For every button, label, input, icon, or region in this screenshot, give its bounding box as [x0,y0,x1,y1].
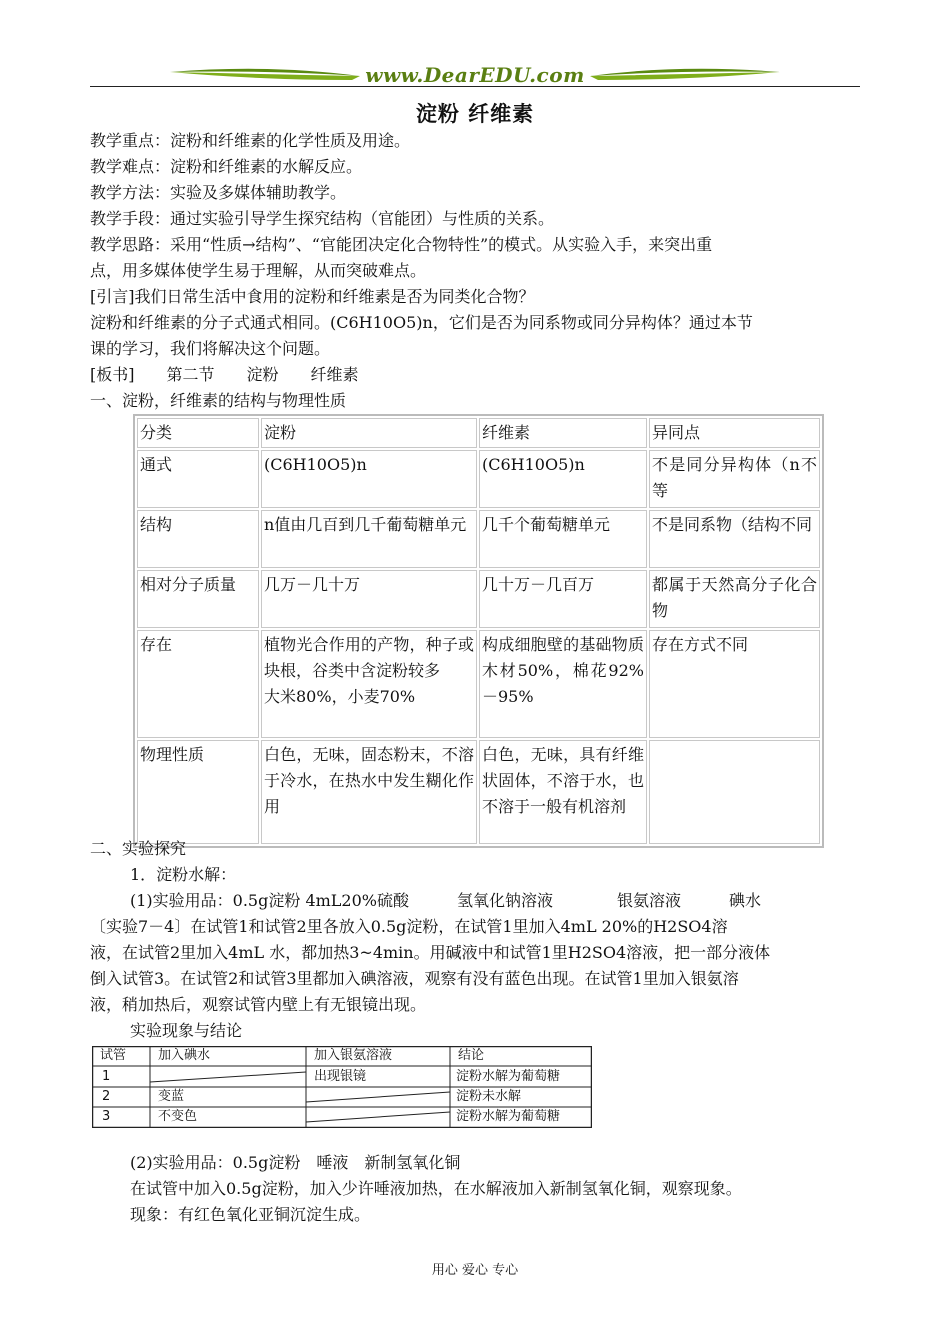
table-cell: 几千个葡萄糖单元 [479,510,647,568]
document-title: 淀粉 纤维素 [415,101,535,126]
result-header-cell: 试管 [100,1048,127,1063]
result-header-cell: 加入碘水 [158,1048,211,1063]
result-cell: 淀粉水解为葡萄糖 [456,1109,561,1124]
table-header-row [137,418,820,448]
table-cell: (C6H10O5)n [261,450,477,508]
section-heading: 一、淀粉，纤维素的结构与物理性质 [90,391,347,410]
table-header-cell: 异同点 [649,418,820,448]
result-cell: 出现银镜 [314,1069,367,1084]
result-cell: 淀粉水解为葡萄糖 [456,1069,561,1084]
experiment-line: 倒入试管3。在试管2和试管3里都加入碘溶液，观察有没有蓝色出现。在试管1里加入银氨溶 [90,969,739,988]
table-cell: 不是同分异构体（n不等 [649,450,820,508]
table-cell: n值由几百到几千葡萄糖单元 [261,510,477,568]
table-cell: 几十万－几百万 [479,570,647,628]
intro-line: 教学重点：淀粉和纤维素的化学性质及用途。 [90,131,411,150]
intro-line: 教学方法：实验及多媒体辅助教学。 [90,183,347,202]
table-cell: 结构 [137,510,259,568]
result-header-cell: 结论 [458,1048,485,1063]
table-cell: 植物光合作用的产物，种子或块根，谷类中含淀粉较多 大米80%，小麦70% [261,630,477,738]
header-rule [90,86,860,87]
table-cell: 物理性质 [137,740,259,844]
intro-line: 教学手段：通过实验引导学生探究结构（官能团）与性质的关系。 [90,209,555,228]
procedure-line: 在试管中加入0.5g淀粉，加入少许唾液加热，在水解液加入新制氢氧化铜，观察现象。 [130,1179,742,1198]
table-cell: 不是同系物（结构不同 [649,510,820,568]
result-heading: 实验现象与结论 [130,1021,243,1040]
table-cell: 几万－几十万 [261,570,477,628]
result-cell: 变蓝 [158,1089,185,1104]
table-cell: (C6H10O5)n [479,450,647,508]
experiment-line: 液，在试管2里加入4mL 水，都加热3~4min。用碱液中和试管1里H2SO4溶液，把一部分液体 [90,943,771,962]
subsection-heading: 1．淀粉水解： [130,865,237,884]
experiment-line: 液，稍加热后，观察试管内壁上有无银镜出现。 [90,995,427,1014]
intro-line: 教学难点：淀粉和纤维素的水解反应。 [90,157,363,176]
table-row [137,510,820,568]
intro-line: 教学思路：采用“性质→结构”、“官能团决定化合物特性”的模式。从实验入手，来突出重 [90,235,713,254]
site-name: www.DearEDU.com [365,63,585,87]
structure-properties-table [133,414,824,848]
table-header-cell: 分类 [137,418,259,448]
intro-line: 点，用多媒体使学生易于理解，从而突破难点。 [90,261,427,280]
result-cell: 3 [102,1109,111,1124]
table-header-cell: 淀粉 [261,418,477,448]
observation-line: 现象：有红色氧化亚铜沉淀生成。 [130,1205,371,1224]
table-cell: 相对分子质量 [137,570,259,628]
table-cell: 都属于天然高分子化合物 [649,570,820,628]
table-cell: 通式 [137,450,259,508]
table-cell: 白色，无味，具有纤维状固体，不溶于水，也不溶于一般有机溶剂 [479,740,647,844]
page-footer: 用心 爱心 专心 [431,1263,519,1278]
table-cell: 存在 [137,630,259,738]
board-heading: [板书] 第二节 淀粉 纤维素 [90,365,359,384]
materials-line: (2)实验用品：0.5g淀粉 唾液 新制氢氧化铜 [130,1153,461,1172]
table-row [137,450,820,508]
table-row [137,740,820,844]
result-cell: 2 [102,1089,111,1104]
materials-line: (1)实验用品：0.5g淀粉 4mL20%硫酸 氢氧化钠溶液 银氨溶液 碘水 [130,891,761,910]
intro-line: [引言]我们日常生活中食用的淀粉和纤维素是否为同类化合物？ [90,287,535,306]
result-header-cell: 加入银氨溶液 [314,1048,393,1063]
table-row [137,630,820,738]
table-cell: 构成细胞壁的基础物质木材50%，棉花92%－95% [479,630,647,738]
table-row [137,570,820,628]
result-cell: 不变色 [158,1109,198,1124]
intro-line: 淀粉和纤维素的分子式通式相同。(C6H10O5)n，它们是否为同系物或同分异构体？通过本节 [90,313,753,332]
table-cell: 白色，无味，固态粉末，不溶于冷水，在热水中发生糊化作用 [261,740,477,844]
result-cell: 淀粉未水解 [456,1089,522,1104]
table-header-cell: 纤维素 [479,418,647,448]
table-cell [649,740,820,844]
experiment-line: 〔实验7－4〕在试管1和试管2里各放入0.5g淀粉，在试管1里加入4mL 20%的H2SO4溶 [90,917,728,936]
experiment-result-table [92,1046,592,1128]
section-heading: 二、实验探究 [90,839,187,858]
table-cell: 存在方式不同 [649,630,820,738]
intro-line: 课的学习，我们将解决这个问题。 [90,339,331,358]
result-cell: 1 [102,1069,111,1084]
